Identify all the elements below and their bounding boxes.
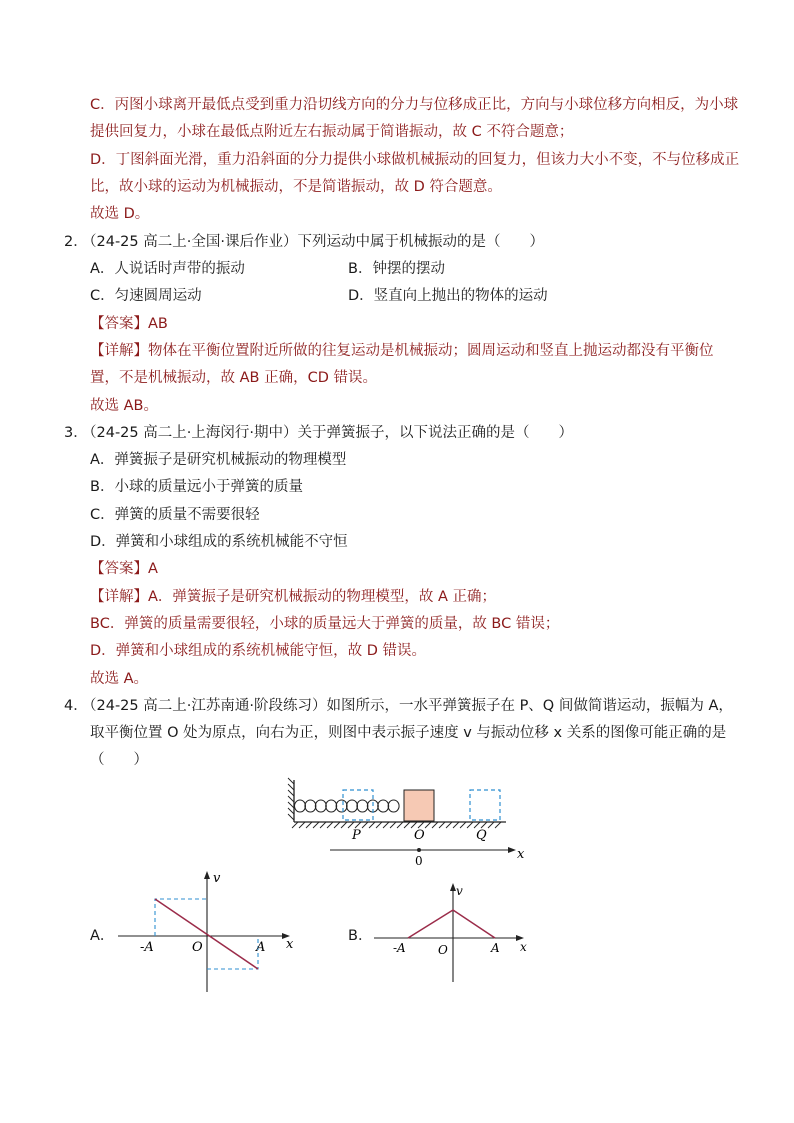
floor-hatch-mark (453, 822, 459, 828)
label-q: Q (476, 828, 487, 843)
q2-answer-label: 【答案】 (90, 316, 148, 332)
origin-dot (417, 848, 421, 852)
graph-a-o: O (192, 940, 203, 955)
spring-coil (357, 800, 368, 812)
floor-hatch-mark (425, 822, 431, 828)
floor-hatch-mark (320, 822, 326, 828)
dashed-block-q (470, 790, 500, 820)
floor-hatch-mark (404, 822, 410, 828)
q2-option-a: A．人说话时声带的振动 (90, 261, 245, 277)
graph-b-o: O (438, 943, 448, 957)
q4-graph-a-option: A． (90, 928, 115, 944)
graph-b-line (408, 910, 495, 938)
q1-c-line1: C．丙图小球离开最低点受到重力沿切线方向的分力与位移成正比，方向与小球位移方向相反，为小球 (90, 97, 739, 113)
q4-stem-line2: 取平衡位置 O 处为原点，向右为正，则图中表示振子速度 v 与振动位移 x 关系的图像可能正确的是 (90, 725, 727, 741)
q3-option-a: A．弹簧振子是研究机械振动的物理模型 (90, 452, 347, 468)
q3-detail-text1: A．弹簧振子是研究机械振动的物理模型，故 A 正确； (148, 589, 497, 605)
graph-b-neg-a: -A (393, 941, 406, 955)
floor-hatch-mark (299, 822, 305, 828)
spring-oscillator-figure (280, 770, 540, 870)
spring-coil (378, 800, 389, 812)
graph-b (368, 878, 538, 988)
spring-coil (388, 800, 399, 812)
graph-b-v-label: v (456, 884, 463, 898)
q3-option-d: D．弹簧和小球组成的系统机械能不守恒 (90, 534, 348, 550)
q2-detail-line1 (90, 341, 714, 361)
spring-coil (326, 800, 337, 812)
q3-answer-label: 【答案】 (90, 561, 148, 577)
q4-stem-line1: （24-25 高二上·江苏南通·阶段练习）如图所示，一水平弹簧振子在 P、Q 间做简谐运动，振幅为 A， (82, 698, 733, 714)
q2-answer-value: AB (148, 316, 168, 332)
graph-b-x-label: x (520, 940, 527, 954)
q2-choice: 故选 AB。 (90, 398, 158, 414)
spring-coil (305, 800, 316, 812)
label-p: P (352, 828, 361, 843)
floor-hatch-mark (341, 822, 347, 828)
position-axis-arrow (508, 847, 516, 853)
spring-coil (295, 800, 306, 812)
q3-stem: （24-25 高二上·上海闵行·期中）关于弹簧振子，以下说法正确的是（ ） (82, 425, 573, 441)
q2-detail-line2: 置，不是机械振动，故 AB 正确，CD 错误。 (90, 370, 377, 386)
q2-number: 2． (64, 234, 88, 250)
q2-option-b: B．钟摆的摆动 (348, 261, 445, 277)
spring-coil (315, 800, 326, 812)
floor-hatch-mark (369, 822, 375, 828)
floor-hatch-mark (467, 822, 473, 828)
floor-hatch-mark (362, 822, 368, 828)
q1-d-line2: 比，故小球的运动为机械振动，不是简谐振动，故 D 符合题意。 (90, 179, 502, 195)
q3-choice: 故选 A。 (90, 671, 149, 687)
floor-hatch-mark (397, 822, 403, 828)
q3-detail-line2: BC．弹簧的质量需要很轻，小球的质量远大于弹簧的质量，故 BC 错误； (90, 616, 560, 632)
spring-coil (347, 800, 358, 812)
wall-hatch (288, 778, 294, 820)
q2-option-d: D．竖直向上抛出的物体的运动 (348, 288, 548, 304)
spring-coil (336, 800, 347, 812)
graph-a-v-label: v (213, 871, 221, 886)
q2-stem: （24-25 高二上·全国·课后作业）下列运动中属于机械振动的是（ ） (82, 234, 544, 250)
floor-hatch-mark (383, 822, 389, 828)
graph-a-x-label: x (286, 937, 294, 952)
q3-answer-value: A (148, 561, 158, 577)
q4-number: 4． (64, 698, 88, 714)
q4-stem-line3: （ ） (90, 752, 148, 768)
floor-hatch-mark (488, 822, 494, 828)
oscillator-block (404, 790, 434, 821)
q3-detail-line1 (90, 587, 496, 607)
spring-coils (295, 800, 400, 812)
graph-a (112, 868, 312, 998)
floor-hatch-mark (390, 822, 396, 828)
graph-a-neg-a: -A (140, 940, 154, 955)
graph-a-a: A (256, 940, 266, 955)
q1-d-line1: D．丁图斜面光滑，重力沿斜面的分力提供小球做机械振动的回复力，但该力大小不变，不与位移成正 (90, 152, 740, 168)
floor-hatch-mark (327, 822, 333, 828)
floor-hatch-mark (432, 822, 438, 828)
floor-hatch-mark (446, 822, 452, 828)
q2-detail-text1: 物体在平衡位置附近所做的往复运动是机械振动；圆周运动和竖直上抛运动都没有平衡位 (148, 343, 714, 359)
floor-hatch-mark (376, 822, 382, 828)
q3-detail-label: 【详解】 (90, 589, 148, 605)
floor-hatch-mark (313, 822, 319, 828)
floor-hatch-mark (306, 822, 312, 828)
graph-b-a: A (491, 941, 500, 955)
q2-option-c: C．匀速圆周运动 (90, 288, 202, 304)
q4-graph-b-option: B． (348, 928, 373, 944)
label-o: O (414, 828, 425, 843)
q3-detail-line3: D．弹簧和小球组成的系统机械能守恒，故 D 错误。 (90, 643, 427, 659)
floor-hatch-mark (460, 822, 466, 828)
q2-detail-label: 【详解】 (90, 343, 148, 359)
floor-hatch-mark (334, 822, 340, 828)
label-zero: 0 (415, 854, 423, 868)
q3-number: 3． (64, 425, 88, 441)
floor-hatch-mark (292, 822, 298, 828)
floor-hatch-mark (495, 822, 501, 828)
q1-choice: 故选 D。 (90, 206, 150, 222)
q1-c-line2: 提供回复力，小球在最低点附近左右振动属于简谐振动，故 C 不符合题意； (90, 124, 574, 140)
label-x-axis: x (517, 847, 525, 862)
graph-a-v-arrow (204, 871, 210, 879)
q3-option-c: C．弹簧的质量不需要很轻 (90, 507, 260, 523)
q3-option-b: B．小球的质量远小于弹簧的质量 (90, 479, 303, 495)
q2-answer (90, 314, 168, 334)
q3-answer (90, 559, 158, 579)
floor-hatch (292, 822, 501, 828)
floor-hatch-mark (439, 822, 445, 828)
